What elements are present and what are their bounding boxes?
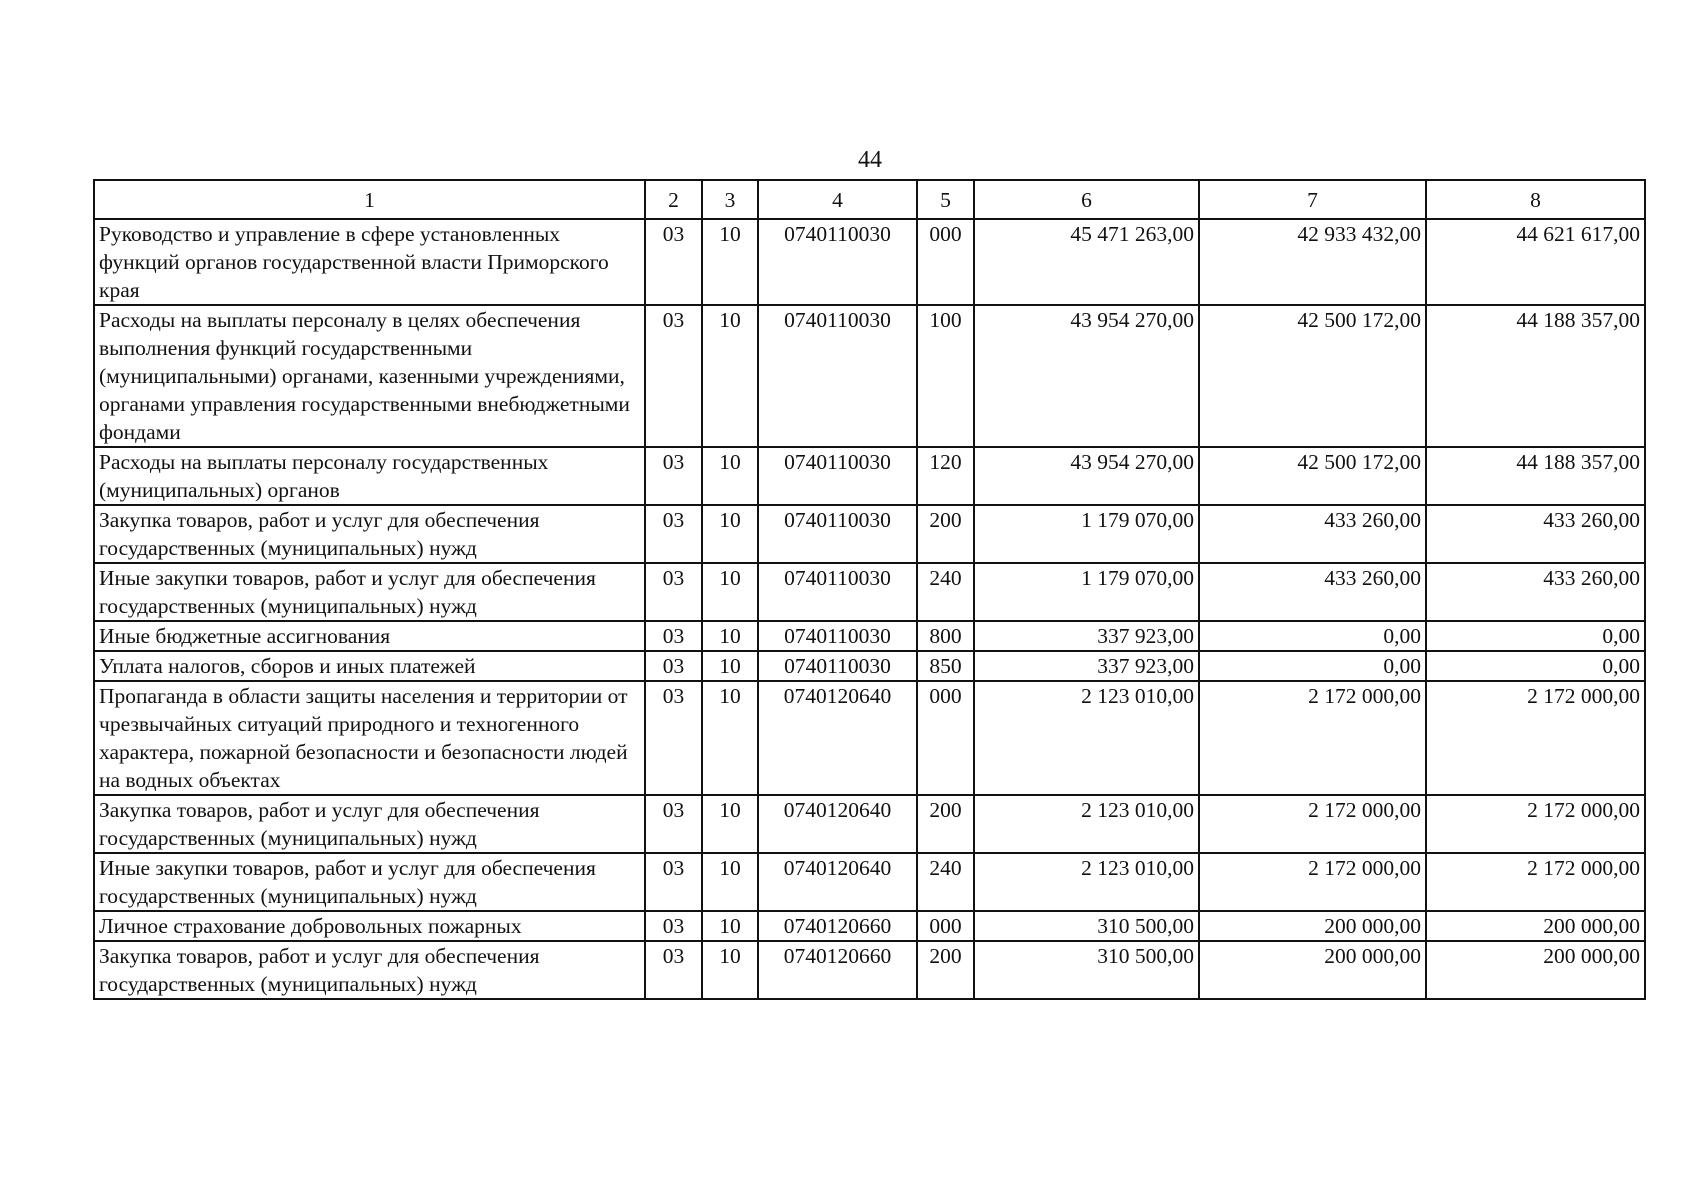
target-article-cell: 0740120640 [758,853,917,911]
table-row [94,621,1645,651]
target-article-cell: 0740110030 [758,563,917,621]
target-article-cell: 0740120640 [758,795,917,853]
amount-col7-cell: 42 500 172,00 [1199,447,1426,505]
column-header: 6 [974,180,1199,219]
subsection-code-cell: 10 [702,563,758,621]
amount-col6-cell: 2 123 010,00 [974,681,1199,795]
subsection-code-cell: 10 [702,681,758,795]
column-header: 4 [758,180,917,219]
table-row [94,795,1645,853]
subsection-code-cell: 10 [702,305,758,447]
amount-col8-cell: 0,00 [1426,621,1645,651]
subsection-code-cell: 10 [702,795,758,853]
page-number: 44 [858,147,882,173]
amount-col6-cell: 45 471 263,00 [974,219,1199,305]
amount-col8-cell: 44 621 617,00 [1426,219,1645,305]
amount-col8-cell: 0,00 [1426,651,1645,681]
amount-col7-cell: 42 500 172,00 [1199,305,1426,447]
amount-col8-cell: 2 172 000,00 [1426,681,1645,795]
section-code-cell: 03 [645,505,702,563]
amount-col7-cell: 2 172 000,00 [1199,681,1426,795]
amount-col7-cell: 433 260,00 [1199,563,1426,621]
subsection-code-cell: 10 [702,621,758,651]
amount-col8-cell: 200 000,00 [1426,941,1645,999]
expense-type-cell: 000 [917,681,974,795]
row-name-cell: Закупка товаров, работ и услуг для обеспечения государственных (муниципальных) нужд [94,941,645,999]
target-article-cell: 0740120640 [758,681,917,795]
column-header: 5 [917,180,974,219]
amount-col7-cell: 42 933 432,00 [1199,219,1426,305]
target-article-cell: 0740110030 [758,447,917,505]
amount-col8-cell: 200 000,00 [1426,911,1645,941]
expense-type-cell: 240 [917,853,974,911]
header-row [94,180,1645,219]
column-header: 3 [702,180,758,219]
expense-type-cell: 800 [917,621,974,651]
section-code-cell: 03 [645,941,702,999]
target-article-cell: 0740120660 [758,911,917,941]
amount-col6-cell: 337 923,00 [974,651,1199,681]
table-row [94,505,1645,563]
subsection-code-cell: 10 [702,941,758,999]
section-code-cell: 03 [645,563,702,621]
target-article-cell: 0740120660 [758,941,917,999]
budget-table [93,179,1646,1000]
expense-type-cell: 850 [917,651,974,681]
row-name-cell: Расходы на выплаты персоналу государственных (муниципальных) органов [94,447,645,505]
subsection-code-cell: 10 [702,911,758,941]
row-name-cell: Личное страхование добровольных пожарных [94,911,645,941]
amount-col6-cell: 2 123 010,00 [974,795,1199,853]
section-code-cell: 03 [645,447,702,505]
row-name-cell: Закупка товаров, работ и услуг для обеспечения государственных (муниципальных) нужд [94,505,645,563]
amount-col8-cell: 2 172 000,00 [1426,853,1645,911]
subsection-code-cell: 10 [702,505,758,563]
row-name-cell: Иные закупки товаров, работ и услуг для обеспечения государственных (муниципальных) нужд [94,563,645,621]
amount-col8-cell: 2 172 000,00 [1426,795,1645,853]
table-body [94,219,1645,999]
row-name-cell: Иные закупки товаров, работ и услуг для обеспечения государственных (муниципальных) нужд [94,853,645,911]
amount-col8-cell: 44 188 357,00 [1426,447,1645,505]
section-code-cell: 03 [645,621,702,651]
subsection-code-cell: 10 [702,447,758,505]
amount-col8-cell: 433 260,00 [1426,563,1645,621]
expense-type-cell: 000 [917,219,974,305]
table-row [94,447,1645,505]
table-row [94,853,1645,911]
expense-type-cell: 240 [917,563,974,621]
column-header: 8 [1426,180,1645,219]
expense-type-cell: 100 [917,305,974,447]
expense-type-cell: 200 [917,795,974,853]
amount-col7-cell: 0,00 [1199,621,1426,651]
subsection-code-cell: 10 [702,853,758,911]
amount-col6-cell: 43 954 270,00 [974,305,1199,447]
expense-type-cell: 200 [917,505,974,563]
amount-col7-cell: 433 260,00 [1199,505,1426,563]
table-row [94,305,1645,447]
amount-col7-cell: 2 172 000,00 [1199,853,1426,911]
expense-type-cell: 120 [917,447,974,505]
row-name-cell: Руководство и управление в сфере установленных функций органов государственной власти Приморского края [94,219,645,305]
row-name-cell: Пропаганда в области защиты населения и территории от чрезвычайных ситуаций природного и техногенного характера, пожарной безопасности и безопасности людей на водных объектах [94,681,645,795]
amount-col7-cell: 200 000,00 [1199,941,1426,999]
table-row [94,941,1645,999]
amount-col6-cell: 310 500,00 [974,911,1199,941]
amount-col6-cell: 43 954 270,00 [974,447,1199,505]
row-name-cell: Расходы на выплаты персоналу в целях обеспечения выполнения функций государственными (муниципальными) органами, казенными учреждениями, органами управления государственными внебюджетными фондами [94,305,645,447]
table-row [94,563,1645,621]
amount-col6-cell: 1 179 070,00 [974,505,1199,563]
amount-col6-cell: 1 179 070,00 [974,563,1199,621]
row-name-cell: Иные бюджетные ассигнования [94,621,645,651]
section-code-cell: 03 [645,853,702,911]
amount-col6-cell: 310 500,00 [974,941,1199,999]
table-row [94,681,1645,795]
target-article-cell: 0740110030 [758,219,917,305]
section-code-cell: 03 [645,219,702,305]
amount-col6-cell: 2 123 010,00 [974,853,1199,911]
table-row [94,911,1645,941]
amount-col8-cell: 433 260,00 [1426,505,1645,563]
target-article-cell: 0740110030 [758,305,917,447]
row-name-cell: Уплата налогов, сборов и иных платежей [94,651,645,681]
column-header: 1 [94,180,645,219]
amount-col8-cell: 44 188 357,00 [1426,305,1645,447]
column-header: 2 [645,180,702,219]
amount-col7-cell: 2 172 000,00 [1199,795,1426,853]
target-article-cell: 0740110030 [758,505,917,563]
section-code-cell: 03 [645,795,702,853]
expense-type-cell: 200 [917,941,974,999]
subsection-code-cell: 10 [702,651,758,681]
target-article-cell: 0740110030 [758,651,917,681]
column-header: 7 [1199,180,1426,219]
table-row [94,651,1645,681]
amount-col7-cell: 0,00 [1199,651,1426,681]
table-row [94,219,1645,305]
expense-type-cell: 000 [917,911,974,941]
section-code-cell: 03 [645,681,702,795]
amount-col7-cell: 200 000,00 [1199,911,1426,941]
row-name-cell: Закупка товаров, работ и услуг для обеспечения государственных (муниципальных) нужд [94,795,645,853]
section-code-cell: 03 [645,305,702,447]
subsection-code-cell: 10 [702,219,758,305]
section-code-cell: 03 [645,651,702,681]
amount-col6-cell: 337 923,00 [974,621,1199,651]
target-article-cell: 0740110030 [758,621,917,651]
section-code-cell: 03 [645,911,702,941]
